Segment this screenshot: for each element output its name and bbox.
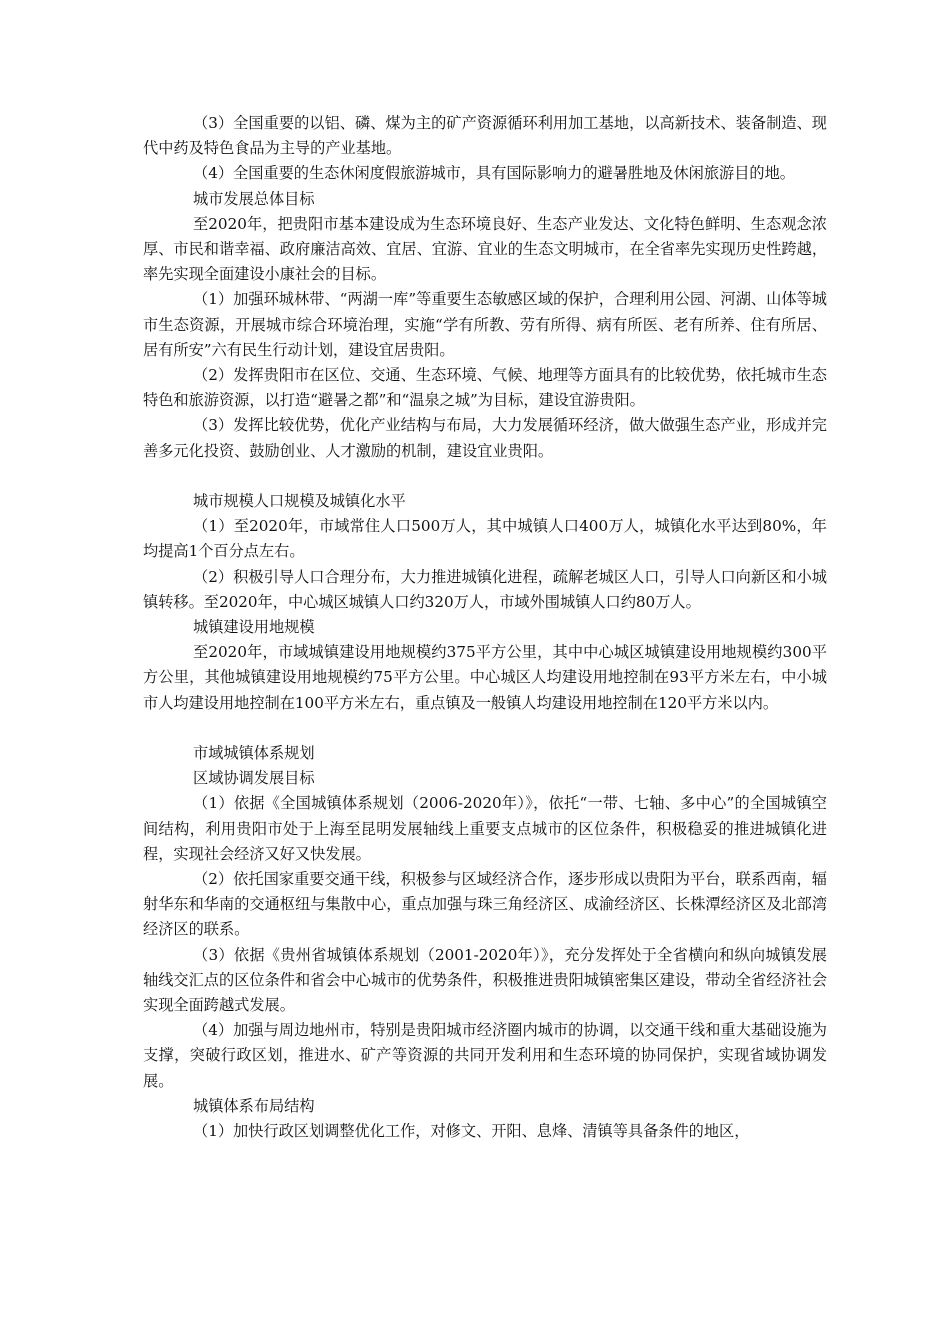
heading-population-scale: 城市规模人口规模及城镇化水平	[193, 492, 406, 511]
heading-regional-coordination: 区域协调发展目标	[193, 769, 315, 788]
paragraph-tourist-guiyang: （2）发挥贵阳市在区位、交通、生态环境、气候、地理等方面具有的比较优势，依托城市生态特色和旅游资源，以打造“避暑之都”和“温泉之城”为目标，建设宜游贵阳。	[143, 366, 827, 410]
paragraph-population-distribution: （2）积极引导人口合理分布，大力推进城镇化进程，疏解老城区人口，引导人口向新区和小城镇转移。至2020年，中心城区城镇人口约320万人，市域外围城镇人口约80万人。	[143, 567, 827, 611]
paragraph-land-use-2020: 至2020年，市域城镇建设用地规模约375平方公里，其中中心城区城镇建设用地规模约300平方公里，其他城镇建设用地规模约75平方公里。中心城区人均建设用地控制在93平方米左右，中小城市人均建设用地控制在100平方米左右，重点镇及一般镇人均建设用地控制在120平方米以内。	[143, 643, 827, 712]
heading-urban-system-plan: 市域城镇体系规划	[193, 744, 315, 763]
paragraph-administrative-adjustment: （1）加快行政区划调整优化工作，对修文、开阳、息烽、清镇等具备条件的地区，	[193, 1122, 750, 1141]
paragraph-neighbor-coordination: （4）加强与周边地州市，特别是贵阳城市经济圈内城市的协调，以交通干线和重大基础设施为支撑，突破行政区划，推进水、矿产等资源的共同开发利用和生态环境的协同保护，实现省域协调发展。	[143, 1021, 827, 1090]
paragraph-provincial-urban-system: （3）依据《贵州省城镇体系规划（2001-2020年）》，充分发挥处于全省横向和纵向城镇发展轴线交汇点的区位条件和省会中心城市的优势条件，积极推进贵阳城镇密集区建设，带动全省经济社会实现全面跨越式发展。	[143, 945, 827, 1015]
heading-overall-goal: 城市发展总体目标	[193, 189, 315, 208]
paragraph-livable-guiyang: （1）加强环城林带、“两湖一库”等重要生态敏感区域的保护，合理利用公园、河湖、山体等城市生态资源，开展城市综合环境治理，实施“学有所教、劳有所得、病有所医、老有所养、住有所居、居有所安”六有民生行动计划，建设宜居贵阳。	[143, 290, 827, 359]
paragraph-national-urban-system: （1）依据《全国城镇体系规划（2006-2020年）》，依托“一带、七轴、多中心”的全国城镇空间结构，利用贵阳市处于上海至昆明发展轴线上重要支点城市的区位条件，积极稳妥的推进城镇化进程，实现社会经济又好又快发展。	[143, 794, 827, 863]
document-body	[143, 111, 827, 1144]
paragraph-tourism-city: （4）全国重要的生态休闲度假旅游城市，具有国际影响力的避暑胜地及休闲旅游目的地。	[193, 164, 795, 183]
paragraph-population-2020: （1）至2020年，市域常住人口500万人，其中城镇人口400万人，城镇化水平达到80%，年均提高1个百分点左右。	[143, 517, 827, 561]
paragraph-transport-hub: （2）依托国家重要交通干线，积极参与区域经济合作，逐步形成以贵阳为平台，联系西南，辐射华东和华南的交通枢纽与集散中心，重点加强与珠三角经济区、成渝经济区、长株潭经济区及北部湾经济区的联系。	[143, 870, 827, 939]
paragraph-industrial-base: （3）全国重要的以铝、磷、煤为主的矿产资源循环利用加工基地，以高新技术、装备制造、现代中药及特色食品为主导的产业基地。	[143, 114, 827, 158]
paragraph-goal-2020: 至2020年，把贵阳市基本建设成为生态环境良好、生态产业发达、文化特色鲜明、生态观念浓厚、市民和谐幸福、政府廉洁高效、宜居、宜游、宜业的生态文明城市，在全省率先实现历史性跨越，率先实现全面建设小康社会的目标。	[143, 214, 827, 284]
heading-layout-structure: 城镇体系布局结构	[193, 1096, 315, 1115]
heading-land-use-scale: 城镇建设用地规模	[193, 618, 315, 637]
paragraph-business-guiyang: （3）发挥比较优势，优化产业结构与布局，大力发展循环经济，做大做强生态产业，形成并完善多元化投资、鼓励创业、人才激励的机制，建设宜业贵阳。	[143, 416, 827, 460]
